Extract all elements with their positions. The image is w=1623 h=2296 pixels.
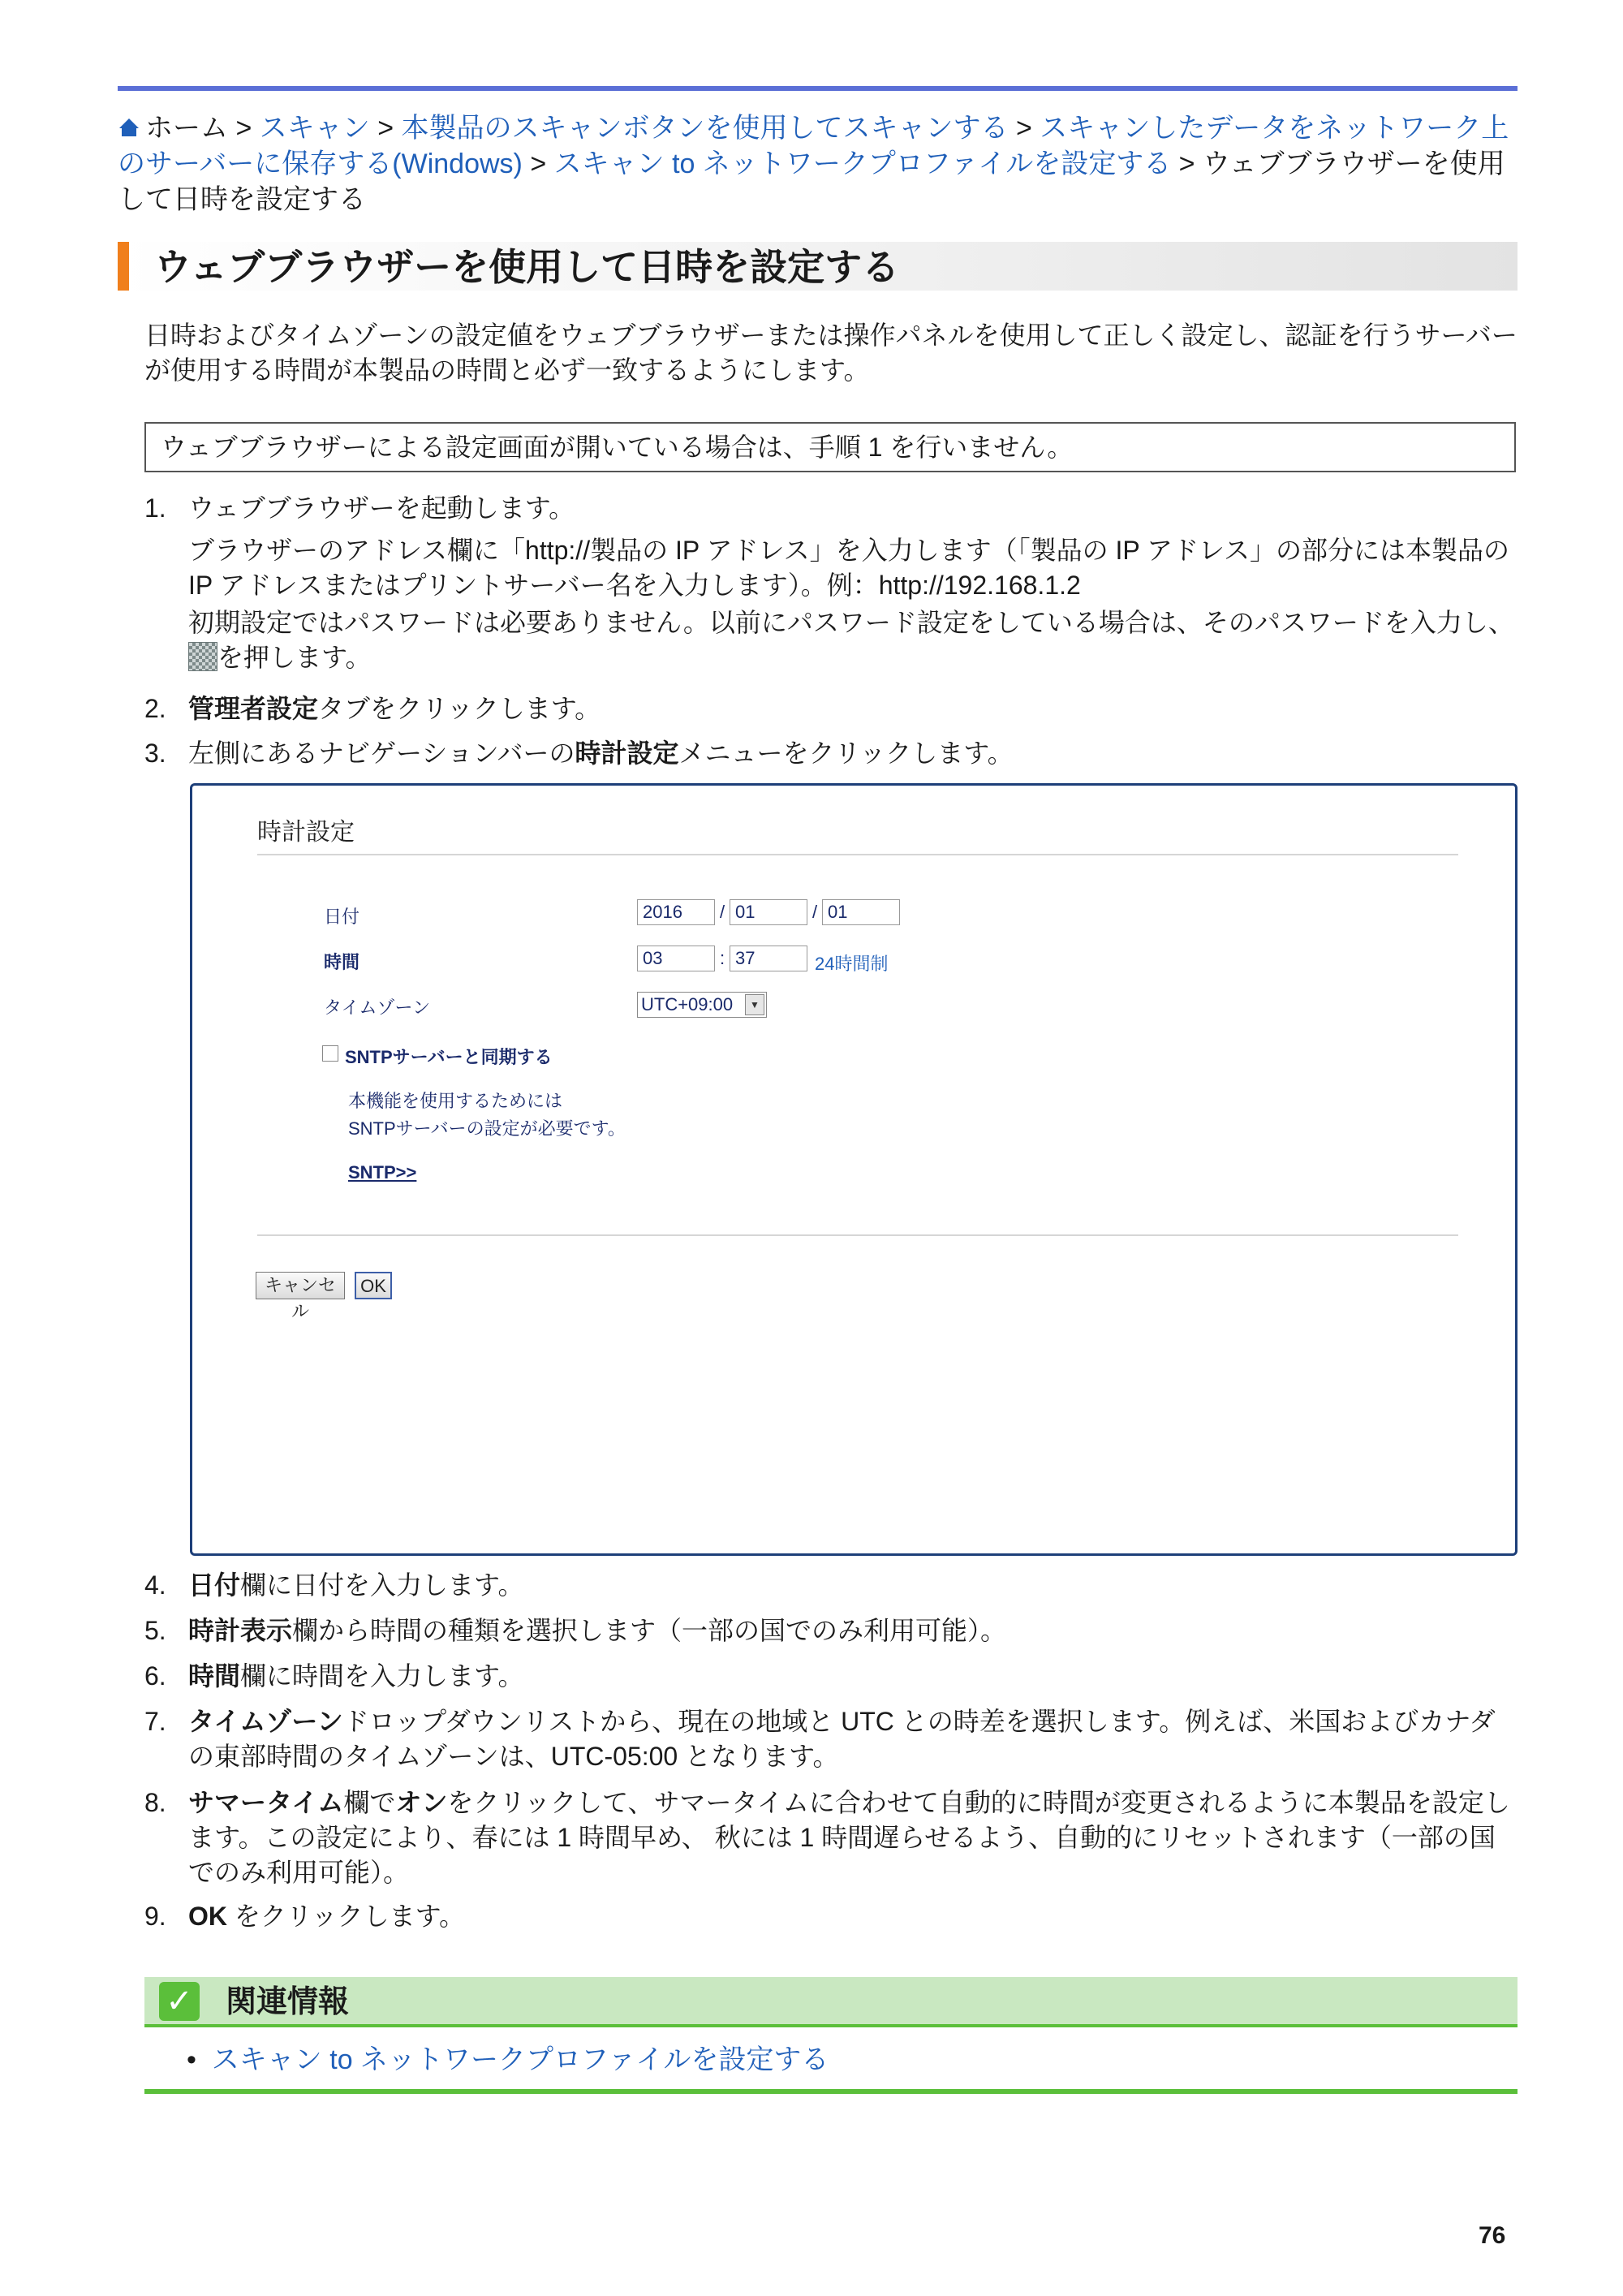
sntp-settings-link[interactable]: SNTP>> <box>348 1162 417 1182</box>
step-keyword: 時間 <box>188 1661 241 1691</box>
related-info-bottom-rule <box>144 2089 1518 2094</box>
sntp-description-line: SNTPサーバーの設定が必要です。 <box>348 1118 626 1139</box>
breadcrumb-home[interactable]: ホーム <box>145 113 228 144</box>
sntp-description <box>348 1088 626 1143</box>
step-text: 欄に時間を入力します。 <box>240 1661 524 1691</box>
step-number: 7. <box>144 1707 166 1736</box>
password-text: 初期設定ではパスワードは必要ありません。以前にパスワード設定をしている場合は、そのパスワードを入力し、 <box>188 608 1514 637</box>
breadcrumb <box>118 110 1518 218</box>
step-keyword: 管理者設定 <box>188 694 319 723</box>
timezone-value: UTC+09:00 <box>641 994 734 1014</box>
intro-paragraph: 日時およびタイムゾーンの設定値をウェブブラウザーまたは操作パネルを使用して正しく設定し、認証を行うサーバーが使用する時間が本製品の時間と必ず一致するようにします。 <box>144 321 1518 385</box>
step-keyword: 時計設定 <box>575 739 679 768</box>
page-title-accent <box>118 242 129 291</box>
divider <box>257 854 1458 855</box>
date-year-input[interactable] <box>637 899 715 925</box>
password-text-end: を押します。 <box>217 643 372 672</box>
clock-settings-screenshot <box>190 783 1518 1556</box>
divider <box>257 1234 1458 1236</box>
sntp-description-line: 本機能を使用するためには <box>348 1091 563 1111</box>
login-arrow-icon <box>188 642 217 671</box>
bullet: • <box>187 2044 212 2075</box>
date-day-input[interactable] <box>822 899 900 925</box>
date-separator: / <box>720 902 725 922</box>
step-number: 8. <box>144 1788 166 1817</box>
step-number: 5. <box>144 1616 166 1645</box>
step-keyword: 時計表示 <box>188 1616 293 1645</box>
time-hour-input[interactable] <box>637 946 715 971</box>
breadcrumb-link-scan[interactable]: スキャン <box>259 113 370 144</box>
breadcrumb-link-scan-button[interactable]: 本製品のスキャンボタンを使用してスキャンする <box>401 113 1009 144</box>
top-rule <box>118 86 1518 91</box>
step-number: 3. <box>144 739 166 768</box>
time-label: 時間 <box>324 952 360 972</box>
dropdown-arrow-icon[interactable]: ▼ <box>745 994 764 1015</box>
timezone-label: タイムゾーン <box>324 997 431 1018</box>
breadcrumb-separator: > <box>1178 149 1195 179</box>
sntp-sync-label[interactable]: SNTPサーバーと同期する <box>345 1047 553 1067</box>
cancel-button[interactable]: キャンセル <box>256 1272 345 1299</box>
related-link-network-profile[interactable]: スキャン to ネットワークプロファイルを設定する <box>211 2044 829 2075</box>
step-text: をクリックします。 <box>227 1902 466 1931</box>
step-keyword: サマータイム <box>188 1788 344 1817</box>
step-keyword: OK <box>188 1902 227 1931</box>
step-1-address-instruction: ブラウザーのアドレス欄に「http://製品の IP アドレス」を入力します（「製品の IP アドレス」の部分には本製品の IP アドレスまたはプリントサーバー名を入力します）。例：http://192.168.1.2 <box>188 536 1510 600</box>
related-info-title: 関連情報 <box>226 1985 350 2019</box>
step-text-pre: 左側にあるナビゲーションバーの <box>188 739 575 768</box>
step-number: 4. <box>144 1570 166 1600</box>
breadcrumb-separator: > <box>1015 113 1032 144</box>
step-keyword: オン <box>395 1788 448 1817</box>
step-number: 9. <box>144 1902 166 1931</box>
step-text: をクリックして、サマータイムに合わせて自動的に時間が変更されるように本製品を設定します。この設定により、春には 1 時間早め、 秋には 1 時間遅らせるよう、自動的にリセットされます（一部の国でのみ利用可能）。 <box>188 1788 1510 1887</box>
step-text: ドロップダウンリストから、現在の地域と UTC との時差を選択します。例えば、米国およびカナダの東部時間のタイムゾーンは、UTC-05:00 となります。 <box>188 1707 1496 1771</box>
step-number: 6. <box>144 1661 166 1691</box>
breadcrumb-separator: > <box>235 113 252 144</box>
step-1-password-instruction <box>188 605 1519 675</box>
step-text: ウェブブラウザーを起動します。 <box>188 493 575 523</box>
checkmark-icon: ✓ <box>159 1982 200 2021</box>
step-text-mid: 欄で <box>343 1788 396 1817</box>
breadcrumb-separator: > <box>530 149 547 179</box>
sntp-sync-checkbox[interactable] <box>322 1045 338 1062</box>
clock-settings-title: 時計設定 <box>257 819 355 846</box>
home-icon[interactable] <box>118 116 140 139</box>
related-info-bar <box>144 1977 1518 2027</box>
page-title: ウェブブラウザーを使用して日時を設定する <box>154 246 900 288</box>
date-month-input[interactable] <box>730 899 807 925</box>
step-text: 欄から時間の種類を選択します（一部の国でのみ利用可能）。 <box>292 1616 1007 1645</box>
breadcrumb-current: ウェブブラウザーを使用して日時を設定する <box>118 149 1505 215</box>
time-separator: : <box>720 948 725 968</box>
step-number: 2. <box>144 694 166 723</box>
step-number: 1. <box>144 493 166 523</box>
breadcrumb-separator: > <box>377 113 394 144</box>
timezone-select[interactable] <box>637 992 767 1018</box>
time-minute-input[interactable] <box>730 946 807 971</box>
note-box: ウェブブラウザーによる設定画面が開いている場合は、手順 1 を行いません。 <box>144 422 1516 472</box>
step-text: メニューをクリックします。 <box>678 739 1014 768</box>
step-text: タブをクリックします。 <box>318 694 601 723</box>
date-label: 日付 <box>324 907 360 927</box>
page-number: 76 <box>1479 2222 1506 2249</box>
step-text: 欄に日付を入力します。 <box>240 1570 524 1600</box>
time-format-hint: 24時間制 <box>815 954 889 974</box>
breadcrumb-link-network-profile[interactable]: スキャン to ネットワークプロファイルを設定する <box>553 149 1172 179</box>
breadcrumb-link-scan-to-network[interactable]: スキャンしたデータをネットワーク上のサーバーに保存する(Windows) <box>118 113 1509 179</box>
date-separator: / <box>812 902 818 922</box>
related-info-list <box>187 2042 829 2078</box>
ok-button[interactable]: OK <box>355 1272 392 1299</box>
step-keyword: タイムゾーン <box>188 1707 343 1736</box>
step-keyword: 日付 <box>188 1570 241 1600</box>
